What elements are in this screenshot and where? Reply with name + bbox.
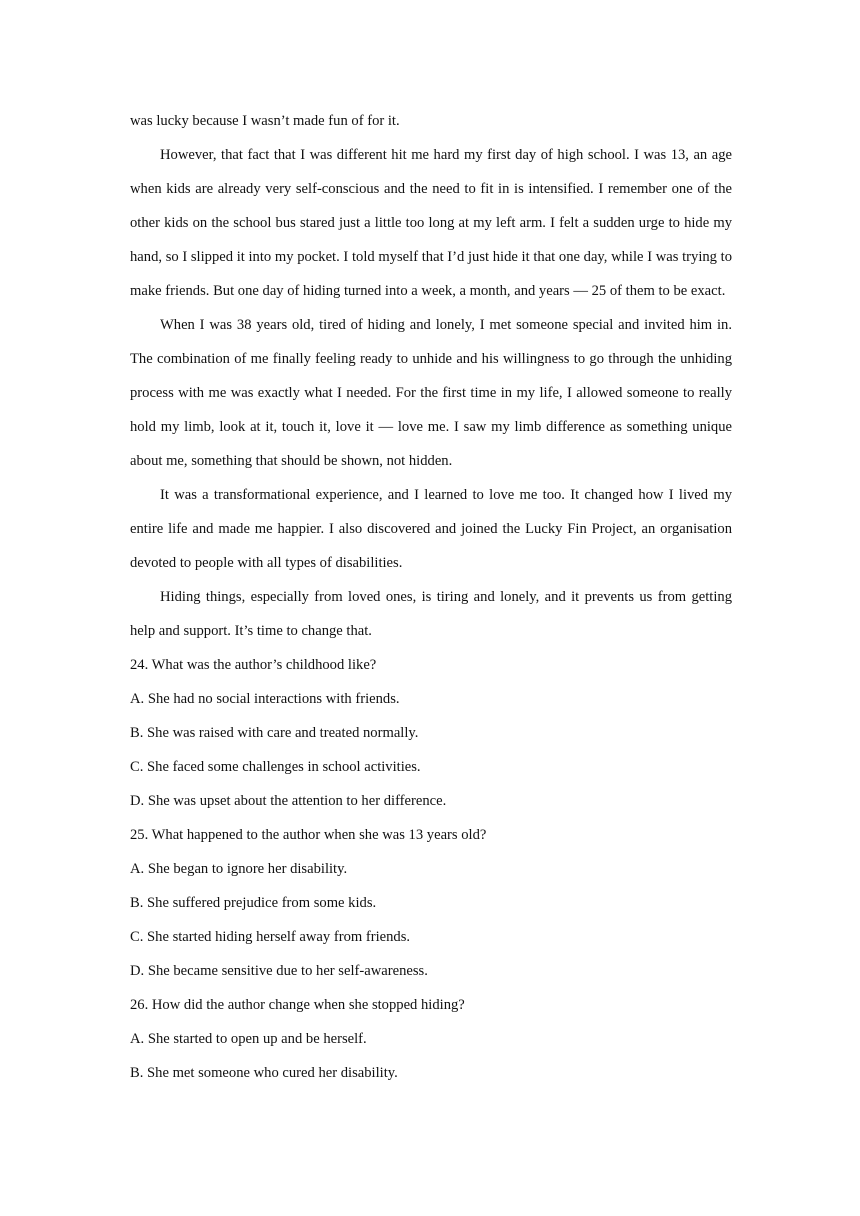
passage-paragraph-continued: was lucky because I wasn’t made fun of for it. (130, 113, 400, 129)
passage-paragraph: When I was 38 years old, tired of hiding and lonely, I met someone special and invited him in. The combination of me finally feeling ready to unhide and his willingness to go through the unhiding process with me was exactly what I needed. For the first time in my life, I allowed someone to really hold my limb, look at it, touch it, love it — love me. I saw my limb difference as something unique about me, something that should be shown, not hidden. (130, 317, 732, 469)
option-c: C. She started hiding herself away from friends. (130, 929, 411, 945)
option-b: B. She was raised with care and treated normally. (130, 725, 419, 741)
option-a: A. She began to ignore her disability. (130, 861, 348, 877)
question-25 (130, 818, 732, 988)
question-26 (130, 988, 732, 1090)
option-b: B. She met someone who cured her disability. (130, 1065, 398, 1081)
question-stem: 26. How did the author change when she stopped hiding? (130, 997, 465, 1013)
passage-paragraph: It was a transformational experience, and I learned to love me too. It changed how I lived my entire life and made me happier. I also discovered and joined the Lucky Fin Project, an organisation devoted to people with all types of disabilities. (130, 487, 732, 571)
option-c: C. She faced some challenges in school activities. (130, 759, 421, 775)
option-d: D. She became sensitive due to her self-awareness. (130, 963, 428, 979)
option-b: B. She suffered prejudice from some kids. (130, 895, 377, 911)
option-a: A. She started to open up and be herself. (130, 1031, 367, 1047)
passage-paragraph: However, that fact that I was different hit me hard my first day of high school. I was 13, an age when kids are already very self-conscious and the need to fit in is intensified. I remember one of the other kids on the school bus stared just a little too long at my left arm. I felt a sudden urge to hide my hand, so I slipped it into my pocket. I told myself that I’d just hide it that one day, while I was trying to make friends. But one day of hiding turned into a week, a month, and years — 25 of them to be exact. (130, 147, 732, 299)
question-stem: 24. What was the author’s childhood like? (130, 657, 377, 673)
passage-paragraph: Hiding things, especially from loved ones, is tiring and lonely, and it prevents us from getting help and support. It’s time to change that. (130, 589, 732, 639)
option-d: D. She was upset about the attention to her difference. (130, 793, 447, 809)
option-a: A. She had no social interactions with friends. (130, 691, 400, 707)
question-24 (130, 648, 732, 818)
document-page (130, 104, 732, 1090)
question-stem: 25. What happened to the author when she was 13 years old? (130, 827, 487, 843)
